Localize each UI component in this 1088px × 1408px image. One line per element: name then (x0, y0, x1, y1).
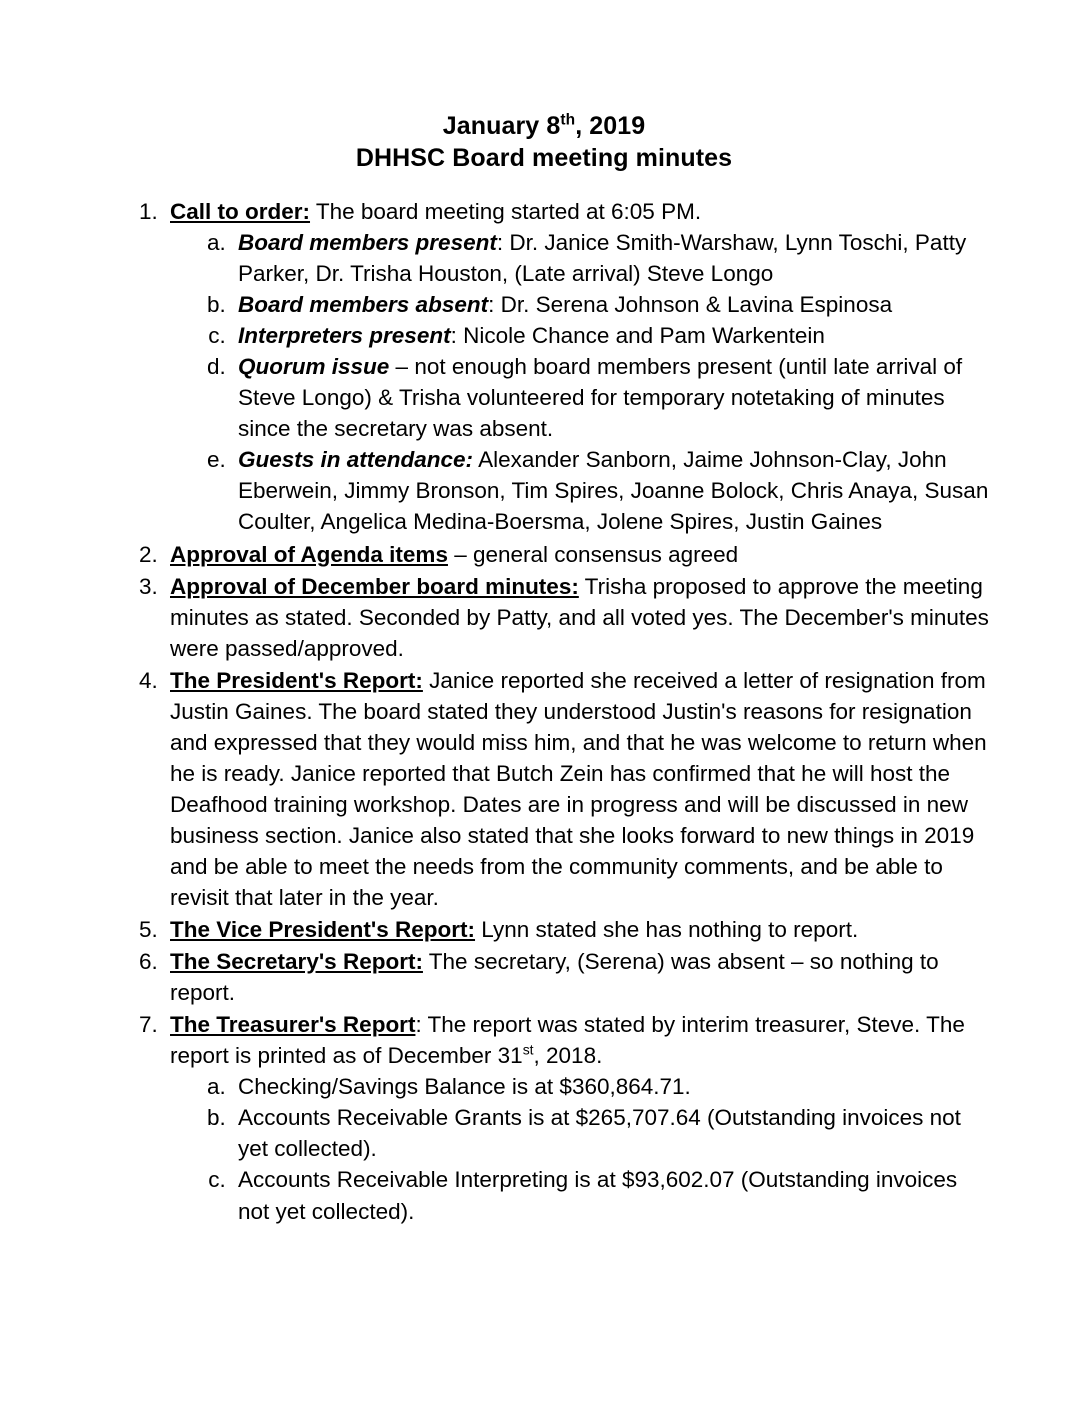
subitem-text: Alexander Sanborn, Jaime Johnson-Clay, John Eberwein, Jimmy Bronson, Tim Spires, Joanne Bolock, Chris Anaya, Susan Coulter, Angelica Medina-Boersma, Jolene Spires, Justin Gaines (238, 447, 989, 535)
ordinal-suffix: th (560, 111, 576, 129)
subitem-text: : Dr. Janice Smith-Warshaw, Lynn Toschi, Patty Parker, Dr. Trisha Houston, (Late arrival) Steve Longo (238, 230, 967, 287)
list-item (232, 1071, 992, 1102)
item-label: Approval of Agenda items (170, 541, 448, 567)
list-item (232, 444, 992, 537)
subitem-label: Interpreters present (238, 323, 451, 349)
subitem-label: Board members absent (238, 292, 489, 318)
list-item (164, 1009, 992, 1226)
list-item (232, 351, 992, 444)
sublist (170, 1071, 992, 1226)
list-item (164, 914, 992, 945)
item-label: The President's Report: (170, 667, 423, 693)
list-item (164, 571, 992, 664)
title-line-subject: DHHSC Board meeting minutes (355, 144, 733, 172)
subitem-label: Guests in attendance: (238, 447, 474, 473)
subitem-text: Accounts Receivable Interpreting is at $93,602.07 (Outstanding invoices not yet collected). (238, 1167, 958, 1224)
subitem-text: Accounts Receivable Grants is at $265,707.64 (Outstanding invoices not yet collected). (238, 1105, 961, 1162)
item-text: Trisha proposed to approve the meeting minutes as stated. Seconded by Patty, and all voted yes. The December's minutes were passed/approved. (170, 573, 989, 661)
item-text: The secretary, (Serena) was absent – so nothing to report. (170, 949, 939, 1006)
page-title (96, 110, 992, 174)
subitem-label: Board members present (238, 230, 497, 256)
item-label: Approval of December board minutes: (170, 573, 579, 599)
item-label: Call to order: (170, 199, 311, 224)
list-item (164, 196, 992, 538)
subitem-text: – not enough board members present (until late arrival of Steve Longo) & Trisha volunteered for temporary notetaking of minutes since the secretary was absent. (238, 354, 963, 442)
item-label: The Secretary's Report: (170, 949, 423, 975)
list-item (232, 1102, 992, 1164)
list-item (232, 1164, 992, 1226)
list-item (164, 665, 992, 913)
subitem-text: Checking/Savings Balance is at $360,864.71. (238, 1074, 691, 1100)
list-item (232, 227, 992, 289)
item-label: The Treasurer's Report (170, 1012, 416, 1038)
sublist (170, 227, 992, 537)
item-text: : The report was stated by interim treasurer, Steve. The report is printed as of December 31st, 2018. (170, 1012, 965, 1069)
list-item (164, 539, 992, 570)
list-item (164, 946, 992, 1008)
item-text: Janice reported she received a letter of resignation from Justin Gaines. The board stated they understood Justin's reasons for resignation and expressed that they would miss him, and that he was welcome to return when he is ready. Janice reported that Butch Zein has confirmed that he will host the Deafhood training workshop. Dates are in progress and will be discussed in new business section. Janice also stated that she looks forward to new things in 2019 and be able to meet the needs from the community comments, and be able to revisit that later in the year. (170, 667, 987, 911)
item-text: The board meeting started at 6:05 PM. (310, 199, 702, 224)
subitem-text: : Nicole Chance and Pam Warkentein (450, 323, 825, 349)
subitem-text: : Dr. Serena Johnson & Lavina Espinosa (488, 292, 893, 318)
title-line-date: January 8th, 2019 (442, 111, 646, 140)
list-item (232, 289, 992, 320)
item-label: The Vice President's Report: (170, 917, 476, 943)
minutes-list (96, 196, 992, 1227)
item-text: – general consensus agreed (447, 541, 739, 567)
subitem-label: Quorum issue (238, 354, 390, 380)
list-item (232, 320, 992, 351)
item-text: Lynn stated she has nothing to report. (475, 917, 859, 943)
